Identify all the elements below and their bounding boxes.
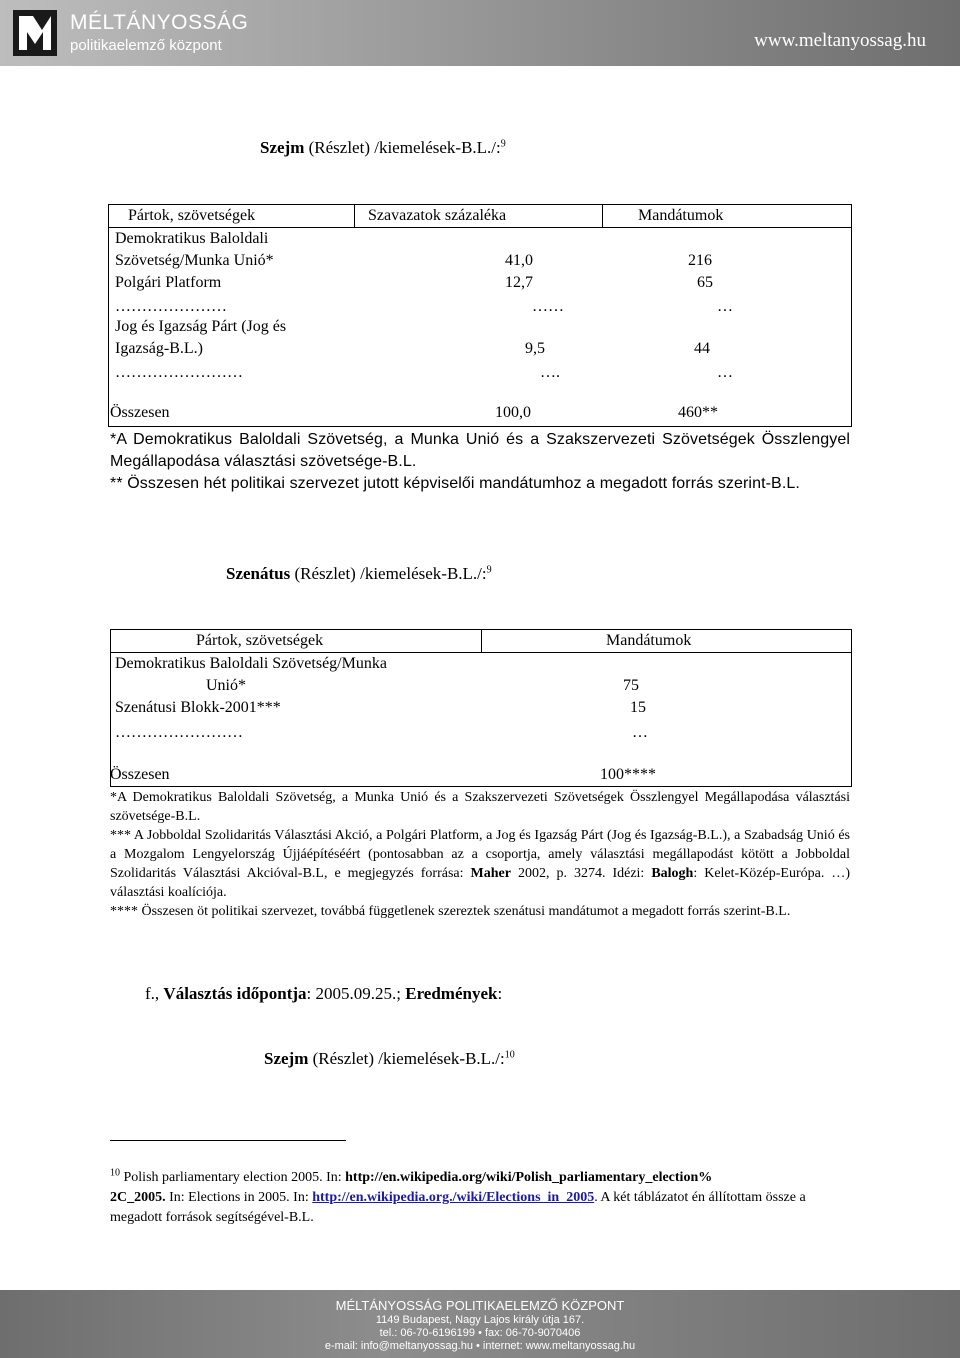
section-f-date-label: Választás időpontja [163, 984, 307, 1003]
senate-note-3-balogh: Balogh [651, 866, 694, 881]
senate-title-bold: Szenátus [226, 564, 291, 583]
sejm-title-rest: (Részlet) /kiemelések-B.L./: [304, 138, 501, 157]
sejm-title-bold: Szejm [260, 138, 305, 157]
sejm-row-pct: 41,0 [505, 252, 533, 269]
sejm-row-seats: 216 [688, 252, 712, 269]
footnote-number: 10 [110, 1167, 120, 1179]
sejm2-title-sup: 10 [504, 1049, 515, 1061]
sejm-header-seats-label: Mandátumok [638, 207, 724, 224]
footnote-url-1-cont[interactable]: 2C_2005. [110, 1190, 166, 1205]
senate-row-party: Szenátusi Blokk-2001*** [115, 699, 281, 716]
senate-row-party: Unió* [206, 677, 246, 694]
section-f-date: : 2005.09.25.; [306, 984, 406, 1003]
footer-phone: tel.: 06-70-6196199 • fax: 06-70-9070406 [379, 1327, 581, 1339]
senate-note-3 [110, 826, 850, 902]
sejm2-title-rest: (Részlet) /kiemelések-B.L./: [308, 1049, 505, 1068]
sejm-total-seats: 460** [678, 404, 718, 421]
sejm-row-pct: …… [532, 298, 564, 315]
sejm-title [260, 137, 506, 159]
sejm-note-2: ** Összesen hét politikai szervezet jutott képviselői mandátumhoz a megadott forrás szerint-B.L. [110, 475, 800, 492]
section-f-results-label: Eredmények [405, 984, 498, 1003]
sejm-row-party: Szövetség/Munka Unió* [115, 252, 274, 269]
senate-title [226, 563, 492, 585]
sejm2-title-bold: Szejm [264, 1049, 309, 1068]
senate-title-rest: (Részlet) /kiemelések-B.L./: [290, 564, 487, 583]
sejm-row-party: ………………… [115, 298, 227, 315]
sejm-row-party: Demokratikus Baloldali [115, 230, 269, 247]
site-url[interactable]: www.meltanyossag.hu [754, 30, 926, 51]
senate-row-party: Demokratikus Baloldali Szövetség/Munka [115, 655, 387, 672]
sejm-row-party: …………………… [115, 364, 243, 381]
footer-org: MÉLTÁNYOSSÁG POLITIKAELEMZŐ KÖZPONT [335, 1298, 625, 1313]
senate-note-3-maher: Maher [470, 866, 511, 881]
sejm-note-1: *A Demokratikus Baloldali Szövetség, a Munka Unió és a Szakszervezeti Szövetségek Összlengyel Megállapodása választási szövetsége-B.L. [110, 431, 850, 470]
senate-row-seats: 15 [630, 699, 646, 716]
section-f-colon: : [497, 984, 503, 1003]
brand-name: MÉLTÁNYOSSÁG [70, 11, 249, 34]
senate-note-3-text: *** A Jobboldal Szolidaritás Választási Akció, a Polgári Platform, a Jog és Igazság Párt (Jog és Igazság-B.L.), a Szabadság Unió és a Mozgalom Lengyelország Újjáépítéséért (pontosabban az a csoportja, amely választási megállapodást kötött a Jobboldal Szolidaritás Választási Akcióval-B.L, e megjegyzés forrása: [110, 828, 850, 881]
sejm-row-seats: 44 [694, 340, 710, 357]
footnote-url-1[interactable]: http://en.wikipedia.org/wiki/Polish_parliamentary_election% [345, 1170, 713, 1185]
sejm-row-party: Jog és Igazság Párt (Jog és [115, 318, 287, 335]
sejm-row-seats: … [717, 298, 733, 315]
sejm-row-pct: 12,7 [505, 274, 533, 291]
senate-note-4: **** Összesen öt politikai szervezet, továbbá függetlenek szereztek szenátusi mandátumot a megadott forrás szerint-B.L. [110, 904, 791, 919]
footer-band [0, 1290, 960, 1358]
senate-note-1: *A Demokratikus Baloldali Szövetség, a Munka Unió és a Szakszervezeti Szövetségek Összlengyel Megállapodása választási szövetsége-B.L. [110, 790, 850, 824]
sejm-title-sup: 9 [500, 138, 506, 150]
sejm-row-pct: …. [540, 364, 560, 381]
senate-row-seats: … [632, 724, 648, 741]
sejm-header-pct-label: Szavazatok százaléka [368, 207, 507, 224]
meltanyossag-logo-icon [13, 10, 57, 56]
footnote-text: . A két táblázatot én állítottam össze a megadott források segítségével-B.L. [110, 1190, 806, 1225]
senate-note-3-text: : Kelet-Közép-Európa. …) választási koalíciója. [110, 866, 850, 900]
footnote-text: In: Elections in 2005. In: [165, 1190, 313, 1205]
footer-contact[interactable]: e-mail: info@meltanyossag.hu • internet: www.meltanyossag.hu [324, 1340, 636, 1352]
sejm-row-seats: … [717, 364, 733, 381]
sejm2-title [264, 1048, 515, 1070]
senate-title-sup: 9 [486, 564, 492, 576]
sejm-total-label: Összesen [110, 404, 170, 421]
footer-address: 1149 Budapest, Nagy Lajos király útja 167. [375, 1314, 585, 1326]
sejm-row-pct: 9,5 [525, 340, 545, 357]
sejm-header-party-label: Pártok, szövetségek [128, 207, 256, 224]
sejm-total-pct: 100,0 [495, 404, 531, 421]
senate-note-3-text: 2002, p. 3274. Idézi: [510, 866, 652, 881]
senate-row-party: …………………… [115, 724, 243, 741]
footnote-10 [110, 1168, 850, 1228]
senate-header-seats-label: Mandátumok [606, 632, 692, 649]
sejm-row-party: Igazság-B.L.) [115, 340, 203, 357]
senate-total-label: Összesen [110, 766, 170, 783]
footnote-separator [110, 1140, 346, 1141]
sejm-row-party: Polgári Platform [115, 274, 222, 291]
footnote-link-elections[interactable]: http://en.wikipedia.org./wiki/Elections_in_2005 [312, 1190, 595, 1205]
section-f-prefix: f., [145, 984, 164, 1003]
brand-subtitle: politikaelemző központ [70, 37, 222, 54]
senate-header-party-label: Pártok, szövetségek [196, 632, 324, 649]
sejm-row-seats: 65 [697, 274, 713, 291]
section-f-heading [145, 983, 502, 1005]
senate-total-seats: 100**** [600, 766, 656, 783]
senate-row-seats: 75 [623, 677, 639, 694]
footnote-text: Polish parliamentary election 2005. In: [120, 1170, 346, 1185]
